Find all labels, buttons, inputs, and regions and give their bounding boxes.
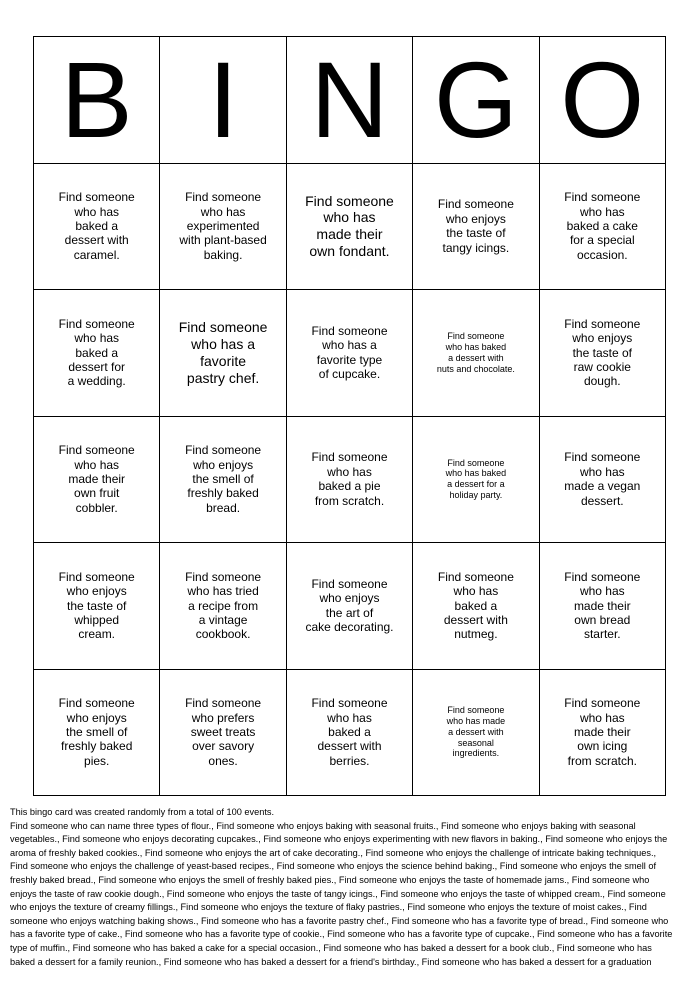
card-footer [10,806,692,969]
footer-summary: This bingo card was created randomly from a total of 100 events. [10,807,275,817]
bingo-square [34,164,160,291]
bingo-square [540,417,666,544]
bingo-square [413,164,539,291]
bingo-square [34,417,160,544]
square-text: Find someone who has made their own bread starter. [564,569,641,642]
header-letter-g: G [413,37,539,164]
square-text: Find someone who has baked a dessert for a holiday party. [445,457,507,501]
square-text: Find someone who prefers sweet treats over savory ones. [185,696,262,768]
bingo-square [540,164,666,291]
square-text: Find someone who enjoys the taste of raw cookie dough. [564,316,641,389]
square-text: Find someone who has a favorite type of cupcake. [311,323,388,382]
bingo-square [413,417,539,544]
square-text: Find someone who enjoys the smell of freshly baked bread. [185,443,262,515]
bingo-square [287,290,413,417]
square-text: Find someone who has a favorite pastry chef. [178,319,268,386]
square-text: Find someone who has tried a recipe from a vintage cookbook. [185,569,262,642]
bingo-square [160,164,286,291]
bingo-square [34,290,160,417]
square-text: Find someone who has made their own fruit cobbler. [58,443,135,515]
square-text: Find someone who has made a vegan dessert. [564,450,641,508]
square-text: Find someone who has made their own fondant. [305,192,394,260]
bingo-square [540,670,666,797]
bingo-square [287,543,413,670]
header-letter-o: O [540,37,666,164]
bingo-square [413,670,539,797]
square-text: Find someone who has baked a dessert with caramel. [58,190,135,262]
square-text: Find someone who enjoys the taste of whipped cream. [58,569,135,642]
bingo-square [160,290,286,417]
footer-event-list: Find someone who can name three types of flour., Find someone who enjoys baking with seasonal fruits., Find someone who enjoys baking with seasonal vegetables., Find someone who enjoys decorating cupcakes., Find someone who enjoys experimenting with new flavors in baking., Find someone who enjoys the aroma of freshly baked cookies., Find someone who enjoys the art of cake decorating., Find someone who enjoys the challenge of intricate baking techniques., Find someone who enjoys the challenge of yeast-based recipes., Find someone who enjoys the science behind baking., Find someone who enjoys the smell of freshly baked bread., Find someone who enjoys the smell of freshly baked pies., Find someone who enjoys the taste of homemade jams., Find someone who enjoys the taste of raw cookie dough., Find someone who enjoys the taste of tangy icings., Find someone who enjoys the taste of whipped cream., Find someone who enjoys the texture of creamy fillings., Find someone who enjoys the texture of flaky pastries., Find someone who enjoys the texture of moist cakes., Find someone who enjoys watching baking shows., Find someone who has a favorite pastry chef., Find someone who has a favorite type of bread., Find someone who has a favorite type of cake., Find someone who has a favorite type of cookie., Find someone who has a favorite type of cupcake., Find someone who has a favorite type of muffin., Find someone who has baked a cake for a special occasion., Find someone who has baked a dessert for a book club., Find someone who has baked a dessert for a family reunion., Find someone who has baked a dessert for a friend's birthday., Find someone who has baked a dessert for a graduation [10,820,673,967]
square-text: Find someone who has baked a cake for a special occasion. [564,190,641,262]
square-text: Find someone who has baked a dessert with nuts and chocolate. [436,331,515,374]
bingo-square [160,670,286,797]
bingo-square [287,417,413,544]
square-text: Find someone who has made a dessert with seasonal ingredients. [446,705,506,759]
bingo-square [413,543,539,670]
bingo-square [287,164,413,291]
bingo-square [540,543,666,670]
square-text: Find someone who enjoys the taste of tangy icings. [437,197,514,255]
bingo-square [160,543,286,670]
square-text: Find someone who has made their own icing from scratch. [564,696,641,768]
bingo-square [413,290,539,417]
square-text: Find someone who has experimented with plant-based baking. [179,190,267,262]
square-text: Find someone who has baked a dessert with berries. [311,696,388,768]
bingo-square [160,417,286,544]
header-letter-n: N [287,37,413,164]
square-text: Find someone who has baked a dessert with nutmeg. [437,569,514,642]
square-text: Find someone who enjoys the art of cake decorating. [305,576,394,635]
bingo-square [540,290,666,417]
square-text: Find someone who has baked a dessert for a wedding. [58,316,135,389]
bingo-square [34,670,160,797]
bingo-card [33,36,666,796]
bingo-square [287,670,413,797]
square-text: Find someone who enjoys the smell of freshly baked pies. [58,696,135,768]
square-text: Find someone who has baked a pie from scratch. [311,450,388,508]
bingo-square [34,543,160,670]
header-letter-i: I [160,37,286,164]
header-letter-b: B [34,37,160,164]
